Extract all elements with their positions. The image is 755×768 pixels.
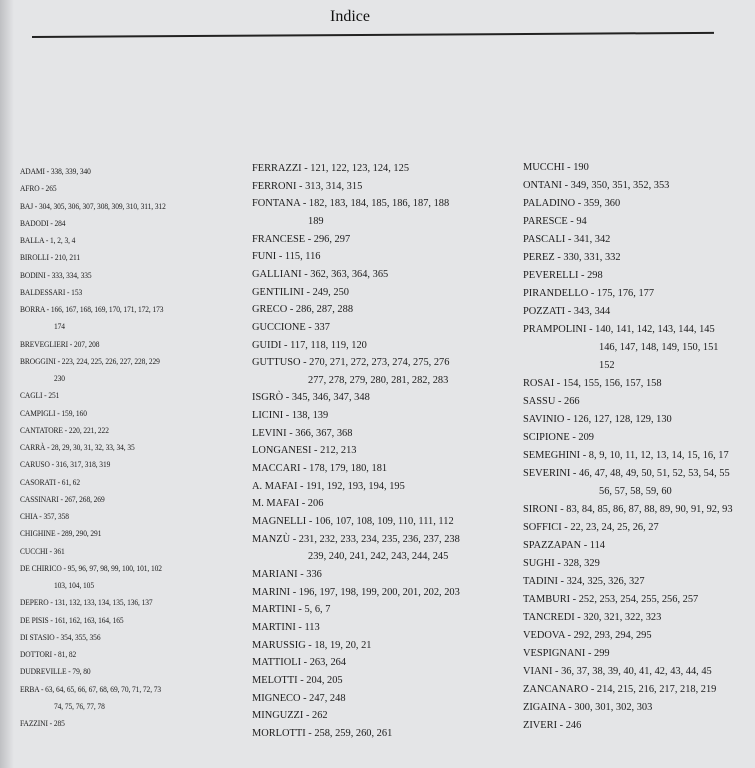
index-entry <box>523 468 730 479</box>
index-entry-continuation: 189 <box>308 215 324 227</box>
index-entry <box>523 396 580 407</box>
index-entry <box>20 632 114 642</box>
title-rule <box>32 32 714 38</box>
index-entry-text: BALDESSARI - 153 <box>20 286 83 297</box>
index-entry <box>20 546 72 556</box>
index-entry <box>252 410 328 421</box>
index-entry <box>252 198 449 209</box>
index-entry <box>252 234 350 245</box>
index-entry <box>523 648 610 659</box>
index-entry-text: BADODI - 284 <box>20 217 66 228</box>
index-entry <box>252 287 349 298</box>
index-entry-text: FERRAZZI - 121, 122, 123, 124, 125 <box>252 163 410 174</box>
index-entry-text: CANTATORE - 220, 221, 222 <box>20 424 109 435</box>
index-entry <box>20 339 112 349</box>
index-entry-text: BODINI - 333, 334, 335 <box>20 269 92 280</box>
index-entry <box>252 481 405 492</box>
index-entry <box>252 463 387 474</box>
index-entry-text: DE CHIRICO - 95, 96, 97, 98, 99, 100, 101, 102 <box>20 562 162 573</box>
index-entry-text: TADINI - 324, 325, 326, 327 <box>523 576 645 587</box>
index-entry <box>252 534 460 545</box>
index-entry <box>523 432 594 443</box>
index-entry <box>523 702 652 713</box>
index-entry <box>523 720 581 731</box>
index-entry <box>252 269 388 280</box>
index-entry <box>20 304 187 314</box>
index-entry <box>20 649 85 659</box>
index-entry <box>523 684 716 695</box>
index-entry <box>20 684 184 694</box>
index-entry <box>20 563 185 573</box>
index-entry-text: CHIGHINE - 289, 290, 291 <box>20 528 102 539</box>
index-entry-text: SPAZZAPAN - 114 <box>523 540 605 551</box>
index-entry-text: FAZZINI - 285 <box>20 718 65 728</box>
index-entry-text: DE PISIS - 161, 162, 163, 164, 165 <box>20 614 124 625</box>
index-entry-text: ONTANI - 349, 350, 351, 352, 353 <box>523 180 670 191</box>
index-entry <box>523 216 587 227</box>
index-entry-text: ZIGAINA - 300, 301, 302, 303 <box>523 702 653 713</box>
index-entry-text: BAJ - 304, 305, 306, 307, 308, 309, 310, 311, 312 <box>20 200 166 211</box>
index-entry <box>20 494 118 504</box>
index-entry-text: GUTTUSO - 270, 271, 272, 273, 274, 275, 276 <box>252 357 450 369</box>
index-entry-text: MATTIOLI - 263, 264 <box>252 657 347 669</box>
index-entry-text: POZZATI - 343, 344 <box>523 306 611 317</box>
index-entry-text: GUIDI - 117, 118, 119, 120 <box>252 339 367 351</box>
index-entry-text: TAMBURI - 252, 253, 254, 255, 256, 257 <box>523 594 699 605</box>
index-entry <box>252 693 346 704</box>
index-entry <box>252 445 356 456</box>
index-entry <box>252 569 322 580</box>
index-entry <box>252 498 323 509</box>
index-entry-text: SUGHI - 328, 329 <box>523 558 600 569</box>
index-entry-text: CUCCHI - 361 <box>20 545 65 556</box>
index-entry <box>523 162 589 173</box>
index-entry-text: DI STASIO - 354, 355, 356 <box>20 631 101 642</box>
index-entry-text: PRAMPOLINI - 140, 141, 142, 143, 144, 145 <box>523 324 715 335</box>
index-entry <box>523 612 661 623</box>
index-entry-continuation: 174 <box>54 321 65 332</box>
index-entry-text: BIROLLI - 210, 211 <box>20 252 81 263</box>
index-entry-text: MINGUZZI - 262 <box>252 710 328 722</box>
index-entry-continuation: 103, 104, 105 <box>54 580 94 590</box>
index-entry-text: BORRA - 166, 167, 168, 169, 170, 171, 172, 173 <box>20 304 164 314</box>
index-entry <box>20 235 84 245</box>
index-entry-continuation: 230 <box>54 373 65 383</box>
index-entry <box>252 163 409 174</box>
index-entry <box>20 511 77 521</box>
index-entry-text: MIGNECO - 247, 248 <box>252 692 346 704</box>
index-entry <box>20 201 190 211</box>
index-entry-text: MARUSSIG - 18, 19, 20, 21 <box>252 639 372 651</box>
index-entry <box>523 180 669 191</box>
index-entry-text: BROGGINI - 223, 224, 225, 226, 227, 228, 229 <box>20 355 160 366</box>
index-entry <box>252 728 392 739</box>
index-entry <box>252 710 328 721</box>
index-entry <box>523 306 610 317</box>
index-entry-text: LICINI - 138, 139 <box>252 410 329 422</box>
index-entry-text: CARUSO - 316, 317, 318, 319 <box>20 459 111 470</box>
index-entry <box>20 252 90 262</box>
index-entry <box>523 576 645 587</box>
index-entry-continuation: 152 <box>599 360 615 371</box>
index-entry <box>523 504 733 515</box>
index-entry-text: ROSAI - 154, 155, 156, 157, 158 <box>523 378 662 389</box>
index-entry <box>20 459 125 469</box>
index-entry-text: A. MAFAI - 191, 192, 193, 194, 195 <box>252 480 405 492</box>
index-entry <box>252 428 352 439</box>
index-entry-text: FERRONI - 313, 314, 315 <box>252 180 363 192</box>
index-entry-text: PALADINO - 359, 360 <box>523 198 621 209</box>
index-entry <box>523 234 610 245</box>
page-spine-shadow <box>0 0 14 768</box>
index-entry-text: DUDREVILLE - 79, 80 <box>20 666 91 677</box>
index-entry <box>20 356 183 366</box>
index-entry-text: GRECO - 286, 287, 288 <box>252 304 354 316</box>
index-entry <box>523 270 603 281</box>
index-entry <box>20 718 72 728</box>
index-entry-text: ADAMI - 338, 339, 340 <box>20 166 91 176</box>
index-entry-text: LEVINI - 366, 367, 368 <box>252 427 353 439</box>
index-entry-text: PEREZ - 330, 331, 332 <box>523 252 621 263</box>
index-entry-text: MORLOTTI - 258, 259, 260, 261 <box>252 727 393 739</box>
index-entry-text: PIRANDELLO - 175, 176, 177 <box>523 288 655 299</box>
index-entry-text: PARESCE - 94 <box>523 216 587 227</box>
index-entry-text: SOFFICI - 22, 23, 24, 25, 26, 27 <box>523 522 659 533</box>
index-entry-continuation: 74, 75, 76, 77, 78 <box>54 700 105 711</box>
index-entry <box>523 558 600 569</box>
index-entry-text: SCIPIONE - 209 <box>523 432 595 443</box>
index-entry <box>20 408 98 418</box>
index-entry-text: CASSINARI - 267, 268, 269 <box>20 493 105 504</box>
index-entry <box>20 218 73 228</box>
index-entry <box>20 477 90 487</box>
index-entry-text: GUCCIONE - 337 <box>252 321 330 333</box>
index-entry-text: VIANI - 36, 37, 38, 39, 40, 41, 42, 43, 44, 45 <box>523 666 712 677</box>
index-entry <box>252 392 370 403</box>
index-entry-text: DEPERO - 131, 132, 133, 134, 135, 136, 137 <box>20 597 153 608</box>
index-entry-continuation: 277, 278, 279, 280, 281, 282, 283 <box>308 374 449 386</box>
page-title: Indice <box>330 8 370 25</box>
index-entry-text: GENTILINI - 249, 250 <box>252 286 349 298</box>
index-entry <box>20 425 123 435</box>
index-entry <box>523 378 662 389</box>
index-entry-text: BALLA - 1, 2, 3, 4 <box>20 235 76 245</box>
index-entry <box>252 604 330 615</box>
index-entry <box>20 166 102 176</box>
index-entry-text: MARTINI - 113 <box>252 621 320 633</box>
index-entry-text: CAMPIGLI - 159, 160 <box>20 407 87 418</box>
index-entry <box>523 594 698 605</box>
index-entry-text: ISGRÒ - 345, 346, 347, 348 <box>252 392 370 404</box>
index-entry-text: SIRONI - 83, 84, 85, 86, 87, 88, 89, 90, 91, 92, 93 <box>523 504 733 515</box>
index-entry-text: VESPIGNANI - 299 <box>523 648 610 659</box>
index-entry-text: CAGLI - 251 <box>20 390 60 401</box>
index-entry-text: SEMEGHINI - 8, 9, 10, 11, 12, 13, 14, 15, 16, 17 <box>523 450 729 461</box>
index-entry-text: FUNI - 115, 116 <box>252 251 321 263</box>
index-entry <box>523 252 621 263</box>
index-entry <box>20 287 92 297</box>
index-entry <box>20 270 103 280</box>
index-entry <box>523 540 605 551</box>
index-entry-text: SEVERINI - 46, 47, 48, 49, 50, 51, 52, 53, 54, 55 <box>523 468 730 479</box>
index-entry <box>20 615 140 625</box>
index-entry-text: FONTANA - 182, 183, 184, 185, 186, 187, 188 <box>252 198 450 210</box>
index-entry <box>252 675 343 686</box>
index-entry-text: MAGNELLI - 106, 107, 108, 109, 110, 111, 112 <box>252 516 454 527</box>
index-entry-continuation: 146, 147, 148, 149, 150, 151 <box>599 342 719 353</box>
index-entry <box>252 640 372 651</box>
index-entry-text: ERBA - 63, 64, 65, 66, 67, 68, 69, 70, 71, 72, 73 <box>20 683 162 694</box>
index-entry <box>20 528 115 538</box>
index-entry <box>252 251 321 262</box>
index-entry <box>523 324 715 335</box>
index-entry-text: CARRÀ - 28, 29, 30, 31, 32, 33, 34, 35 <box>20 442 135 452</box>
index-entry-text: ZIVERI - 246 <box>523 720 582 731</box>
index-entry <box>523 414 672 425</box>
index-entry-continuation: 56, 57, 58, 59, 60 <box>599 486 672 497</box>
index-entry-text: AFRO - 265 <box>20 183 57 194</box>
index-entry-text: MACCARI - 178, 179, 180, 181 <box>252 463 388 475</box>
index-entry-text: MARTINI - 5, 6, 7 <box>252 604 331 616</box>
index-entry-text: SAVINIO - 126, 127, 128, 129, 130 <box>523 414 672 425</box>
index-entry-text: TANCREDI - 320, 321, 322, 323 <box>523 612 662 623</box>
index-entry-text: VEDOVA - 292, 293, 294, 295 <box>523 630 652 641</box>
index-entry <box>523 666 712 677</box>
index-entry-text: MARINI - 196, 197, 198, 199, 200, 201, 202, 203 <box>252 586 460 598</box>
index-entry-text: BREVEGLIERI - 207, 208 <box>20 338 100 349</box>
index-entry <box>20 183 62 193</box>
index-entry-text: GALLIANI - 362, 363, 364, 365 <box>252 268 389 280</box>
index-entry <box>252 357 449 368</box>
index-entry <box>523 288 654 299</box>
index-entry <box>252 304 353 315</box>
index-entry <box>252 322 330 333</box>
index-entry-text: CHIA - 357, 358 <box>20 511 69 521</box>
index-entry <box>20 666 102 676</box>
index-entry-text: LONGANESI - 212, 213 <box>252 445 357 457</box>
index-entry <box>523 450 729 461</box>
index-entry-continuation: 239, 240, 241, 242, 243, 244, 245 <box>308 551 449 563</box>
index-entry <box>252 340 367 351</box>
index-entry-text: CASORATI - 61, 62 <box>20 476 80 487</box>
index-entry-text: M. MAFAI - 206 <box>252 498 324 510</box>
index-entry-text: FRANCESE - 296, 297 <box>252 233 351 245</box>
index-entry-text: MELOTTI - 204, 205 <box>252 674 343 686</box>
index-entry-text: SASSU - 266 <box>523 396 580 407</box>
index-entry <box>252 622 320 633</box>
index-entry-text: PEVERELLI - 298 <box>523 270 603 281</box>
index-entry <box>523 522 659 533</box>
index-entry <box>252 181 362 192</box>
index-entry-text: DOTTORI - 81, 82 <box>20 649 77 659</box>
index-entry <box>252 587 460 598</box>
index-entry <box>252 516 454 527</box>
index-entry-text: MUCCHI - 190 <box>523 162 589 173</box>
index-entry <box>20 597 174 607</box>
index-entry-text: MARIANI - 336 <box>252 568 322 580</box>
index-entry <box>252 657 346 668</box>
index-entry <box>20 390 66 400</box>
index-entry <box>20 442 153 452</box>
index-entry-text: ZANCANARO - 214, 215, 216, 217, 218, 219 <box>523 684 717 695</box>
index-entry <box>523 198 620 209</box>
index-entry-text: PASCALI - 341, 342 <box>523 234 611 245</box>
index-entry-text: MANZÙ - 231, 232, 233, 234, 235, 236, 237, 238 <box>252 533 460 545</box>
index-entry <box>523 630 652 641</box>
